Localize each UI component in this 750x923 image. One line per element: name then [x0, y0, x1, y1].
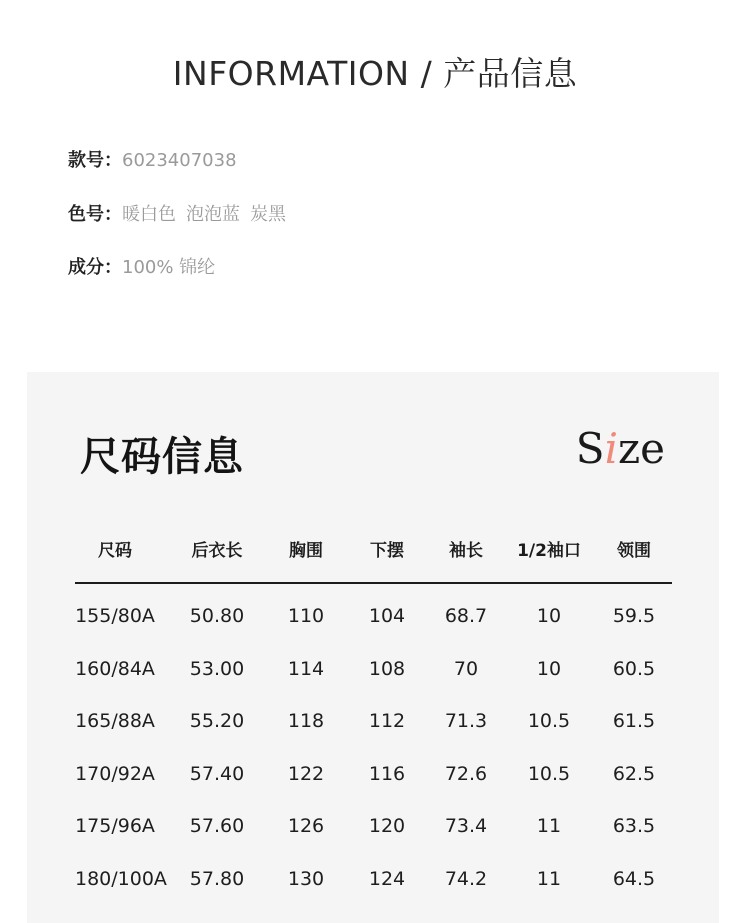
cell-back-length: 55.20	[189, 710, 245, 733]
cell-size: 175/96A	[75, 815, 155, 838]
cell-sleeve-length: 72.6	[444, 762, 488, 785]
cell-sleeve-length: 68.7	[444, 605, 488, 627]
size-info-panel	[27, 372, 719, 923]
cell-half-cuff: 10	[536, 657, 562, 680]
cell-hem: 124	[368, 867, 406, 890]
header-neck: 领围	[617, 541, 651, 561]
cell-half-cuff: 11	[536, 867, 562, 890]
cell-half-cuff: 11	[536, 815, 562, 838]
cell-sleeve-length: 70	[453, 657, 479, 680]
header-size: 尺码	[98, 541, 132, 561]
page-title: INFORMATION / 产品信息	[172, 54, 578, 93]
cell-sleeve-length: 71.3	[444, 710, 488, 733]
cell-chest: 118	[287, 710, 325, 733]
cell-sleeve-length: 74.2	[444, 867, 488, 890]
cell-back-length: 57.80	[189, 867, 245, 890]
size-table	[75, 519, 672, 900]
cell-back-length: 53.00	[189, 657, 245, 680]
cell-half-cuff: 10.5	[527, 710, 571, 733]
color-option: 暖白色	[122, 204, 176, 225]
cell-hem: 116	[368, 762, 406, 785]
size-section-title: 尺码信息	[80, 434, 244, 480]
size-wordmark-s: S	[575, 424, 605, 473]
size-table-header	[75, 519, 672, 584]
cell-size: 155/80A	[75, 605, 155, 627]
cell-neck: 61.5	[612, 710, 656, 733]
size-wordmark-i: i	[604, 424, 619, 473]
cell-size: 170/92A	[75, 762, 155, 785]
composition-label: 成分：	[68, 257, 122, 278]
composition-value: 100% 锦纶	[122, 257, 216, 278]
color-row	[68, 203, 286, 227]
composition-row	[68, 256, 215, 280]
cell-chest: 122	[287, 762, 325, 785]
color-label: 色号：	[68, 204, 122, 225]
header-sleeve-length: 袖长	[449, 541, 483, 561]
cell-size: 165/88A	[75, 710, 155, 733]
cell-hem: 120	[368, 815, 406, 838]
cell-neck: 64.5	[612, 867, 656, 890]
table-row	[75, 742, 672, 795]
header-half-cuff: 1/2袖口	[517, 541, 581, 561]
cell-back-length: 57.40	[189, 762, 245, 785]
table-row	[75, 794, 672, 847]
color-option: 炭黑	[250, 204, 286, 225]
cell-hem: 112	[368, 710, 406, 733]
cell-neck: 60.5	[612, 657, 656, 680]
cell-chest: 126	[287, 815, 325, 838]
header-chest: 胸围	[289, 541, 323, 561]
cell-chest: 114	[287, 657, 325, 680]
cell-hem: 108	[368, 657, 406, 680]
cell-neck: 63.5	[612, 815, 656, 838]
table-row	[75, 637, 672, 690]
color-option: 泡泡蓝	[186, 204, 240, 225]
cell-neck: 59.5	[612, 605, 656, 627]
table-row	[75, 584, 672, 637]
cell-neck: 62.5	[612, 762, 656, 785]
style-number-value: 6023407038	[122, 150, 237, 171]
cell-hem: 104	[368, 605, 406, 627]
cell-back-length: 57.60	[189, 815, 245, 838]
cell-chest: 110	[287, 605, 325, 627]
style-number-row	[68, 149, 237, 173]
cell-half-cuff: 10.5	[527, 762, 571, 785]
style-number-label: 款号：	[68, 150, 122, 171]
cell-half-cuff: 10	[536, 605, 562, 627]
header-back-length: 后衣长	[191, 541, 243, 561]
size-wordmark-rest: ze	[618, 424, 665, 473]
cell-sleeve-length: 73.4	[444, 815, 488, 838]
cell-size: 160/84A	[75, 657, 155, 680]
cell-size: 180/100A	[75, 867, 167, 890]
cell-back-length: 50.80	[189, 605, 245, 627]
cell-chest: 130	[287, 867, 325, 890]
table-row	[75, 689, 672, 742]
size-wordmark	[576, 424, 665, 473]
header-hem: 下摆	[370, 541, 404, 561]
table-row	[75, 847, 672, 900]
